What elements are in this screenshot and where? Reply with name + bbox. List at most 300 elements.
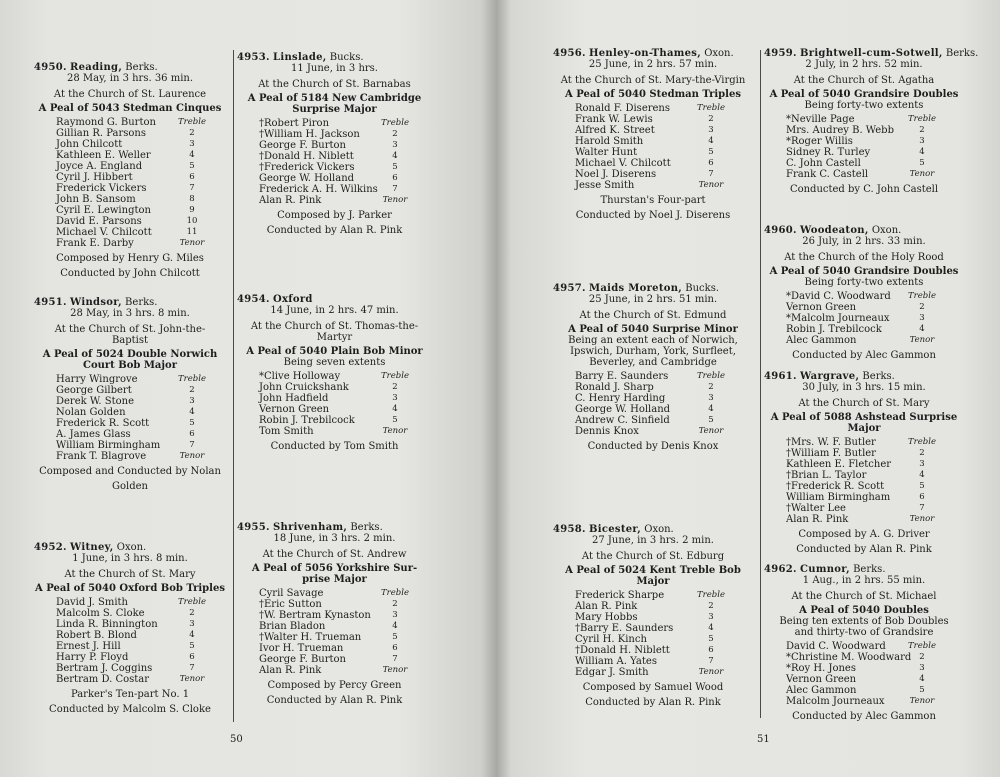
ringer-row bbox=[237, 415, 432, 426]
peal-title: A Peal of 5024 Kent Treble Bob bbox=[565, 565, 741, 576]
ringer-name: †Eric Sutton bbox=[259, 599, 322, 610]
bell-number: 2 bbox=[392, 129, 398, 139]
bell-number: 4 bbox=[189, 150, 195, 160]
peal-footer: Conducted by Alec Gammon bbox=[792, 711, 936, 722]
ringer-row bbox=[553, 114, 753, 125]
ringer-row bbox=[764, 335, 964, 346]
peal-number: 4958. bbox=[553, 524, 586, 535]
peal-church: At the Church of St. Mary bbox=[64, 569, 196, 580]
ringer-row bbox=[764, 114, 964, 125]
ringer-name: †William F. Butler bbox=[786, 448, 876, 459]
peal-number: 4962. bbox=[764, 564, 797, 575]
peal-record bbox=[237, 52, 432, 236]
peal-date: 1 Aug., in 2 hrs. 55 min. bbox=[802, 575, 926, 586]
bell-number: 5 bbox=[392, 632, 398, 642]
ringer-row bbox=[34, 172, 226, 183]
ringer-name: C. Henry Harding bbox=[575, 393, 666, 404]
bell-number: 7 bbox=[189, 440, 195, 450]
peal-date: 25 June, in 2 hrs. 57 min. bbox=[588, 59, 718, 70]
bell-number: 7 bbox=[392, 184, 398, 194]
bell-number: 3 bbox=[919, 313, 925, 323]
ringer-name: Alan R. Pink bbox=[259, 665, 322, 676]
bell-number: 2 bbox=[919, 125, 925, 135]
peal-footer: Composed by Samuel Wood bbox=[582, 682, 724, 693]
peal-date: 25 June, in 2 hrs. 51 min. bbox=[588, 294, 718, 305]
peal-footer: Conducted by C. John Castell bbox=[789, 184, 939, 195]
ringer-name: Derek W. Stone bbox=[56, 396, 135, 407]
bell-number: 5 bbox=[919, 481, 925, 491]
bell-number: 3 bbox=[919, 459, 925, 469]
peal-record bbox=[237, 294, 432, 452]
ringer-row bbox=[553, 158, 753, 169]
peal-footer: Conducted by Alan R. Pink bbox=[585, 697, 721, 708]
ringer-row bbox=[553, 634, 753, 645]
bell-number: Tenor bbox=[698, 180, 724, 190]
peal-title: A Peal of 5043 Stedman Cinques bbox=[38, 103, 222, 114]
ringer-name: Walter Hunt bbox=[575, 147, 638, 158]
peal-county: Oxon. bbox=[644, 524, 674, 535]
bell-number: 4 bbox=[189, 630, 195, 640]
ringer-name: William Birmingham bbox=[56, 440, 161, 451]
bell-number: 7 bbox=[189, 183, 195, 193]
bell-number: Tenor bbox=[909, 514, 935, 524]
bell-number: Treble bbox=[178, 374, 206, 384]
ringer-name: Jesse Smith bbox=[575, 180, 635, 191]
ringer-row bbox=[34, 418, 226, 429]
peal-date: 18 June, in 3 hrs. 2 min. bbox=[273, 533, 396, 544]
peal-church: At the Church of St. Andrew bbox=[262, 549, 407, 560]
peal-footer: Conducted by Alec Gammon bbox=[792, 350, 936, 361]
ringer-row bbox=[764, 448, 964, 459]
ringer-name: Ronald F. Diserens bbox=[575, 103, 671, 114]
peal-date: 14 June, in 2 hrs. 47 min. bbox=[270, 305, 399, 316]
peal-county: Oxon. bbox=[704, 48, 734, 59]
peal-place: Windsor, bbox=[70, 297, 122, 308]
ringer-name: Frederick Sharpe bbox=[575, 590, 665, 601]
ringer-row bbox=[237, 610, 432, 621]
peal-note: Being forty-two extents bbox=[804, 277, 924, 288]
peal-date: 1 June, in 3 hrs. 8 min. bbox=[72, 553, 188, 564]
ringer-name: William Birmingham bbox=[786, 492, 891, 503]
ringer-row bbox=[34, 128, 226, 139]
ringer-row bbox=[237, 162, 432, 173]
peal-heading bbox=[237, 294, 432, 305]
ringer-name: Frederick Vickers bbox=[56, 183, 147, 194]
bell-number: Treble bbox=[381, 118, 409, 128]
peal-footer: Conducted by Tom Smith bbox=[270, 441, 399, 452]
ringer-name: *Malcolm Journeaux bbox=[786, 313, 890, 324]
ringer-name: John Hadfield bbox=[259, 393, 329, 404]
peal-footer: Composed by Percy Green bbox=[267, 680, 402, 691]
bell-number: 6 bbox=[189, 172, 195, 182]
ringer-row bbox=[553, 180, 753, 191]
peal-county: Berks. bbox=[125, 297, 158, 308]
ringer-row bbox=[34, 652, 226, 663]
ringer-row bbox=[764, 652, 964, 663]
peal-footer: Conducted by John Chilcott bbox=[60, 268, 200, 279]
ringer-row bbox=[764, 291, 964, 302]
bell-number: 4 bbox=[708, 404, 714, 414]
ringer-name: Sidney R. Turley bbox=[786, 147, 871, 158]
bell-number: 3 bbox=[392, 610, 398, 620]
ringer-row bbox=[553, 371, 753, 382]
ringer-name: *Roger Willis bbox=[786, 136, 853, 147]
bell-number: 3 bbox=[708, 125, 714, 135]
ringer-name: Brian Bladon bbox=[259, 621, 326, 632]
peal-place: Brightwell-cum-Sotwell, bbox=[800, 48, 943, 59]
peal-note: Being an extent each of Norwich, bbox=[568, 335, 738, 346]
bell-number: 2 bbox=[708, 601, 714, 611]
peal-heading bbox=[764, 225, 964, 236]
ringer-row bbox=[553, 667, 753, 678]
peal-record bbox=[764, 225, 964, 361]
peal-date: 27 June, in 3 hrs. 2 min. bbox=[592, 535, 714, 546]
ringer-row bbox=[34, 608, 226, 619]
peal-title: A Peal of 5040 Doubles bbox=[799, 605, 929, 616]
bell-number: 3 bbox=[708, 393, 714, 403]
ringer-name: Harold Smith bbox=[575, 136, 644, 147]
bell-number: 4 bbox=[708, 136, 714, 146]
ringer-row bbox=[764, 437, 964, 448]
peal-church: At the Church of St. Thomas-the- bbox=[250, 321, 419, 332]
ringer-name: *Roy H. Jones bbox=[786, 663, 856, 674]
ringer-name: John B. Sansom bbox=[56, 194, 136, 205]
ringer-name: George Gilbert bbox=[56, 385, 132, 396]
bell-number: 2 bbox=[708, 382, 714, 392]
peal-county: Berks. bbox=[945, 48, 979, 59]
ringer-name: Linda R. Binnington bbox=[56, 619, 158, 630]
ringer-name: Malcolm S. Cloke bbox=[56, 608, 145, 619]
right-page bbox=[496, 0, 1000, 777]
ringer-row bbox=[764, 641, 964, 652]
peal-church: At the Church of St. Edburg bbox=[581, 551, 725, 562]
ringer-row bbox=[764, 470, 964, 481]
peal-record bbox=[237, 522, 432, 706]
ringer-row bbox=[34, 641, 226, 652]
peal-title: A Peal of 5040 Grandsire Doubles bbox=[769, 266, 959, 277]
ringer-row bbox=[553, 169, 753, 180]
peal-record bbox=[34, 62, 226, 279]
bell-number: Treble bbox=[178, 597, 206, 607]
peal-record bbox=[764, 564, 964, 722]
peal-heading bbox=[553, 48, 753, 59]
ringer-row bbox=[764, 147, 964, 158]
bell-number: Treble bbox=[908, 291, 936, 301]
ringer-name: Robin J. Trebilcock bbox=[786, 324, 882, 335]
peal-note: Ipswich, Durham, York, Surfleet, bbox=[570, 346, 736, 357]
bell-number: 4 bbox=[392, 621, 398, 631]
peal-title: A Peal of 5040 Stedman Triples bbox=[565, 89, 741, 100]
ringer-row bbox=[553, 103, 753, 114]
ringer-row bbox=[764, 696, 964, 707]
bell-number: Treble bbox=[381, 588, 409, 598]
peal-number: 4957. bbox=[553, 283, 586, 294]
left-page bbox=[0, 0, 496, 777]
peal-heading bbox=[34, 62, 226, 73]
peal-number: 4959. bbox=[764, 48, 797, 59]
peal-record bbox=[553, 48, 753, 221]
column-divider bbox=[233, 50, 234, 722]
peal-footer: Parker's Ten-part No. 1 bbox=[70, 689, 190, 700]
ringer-name: Alec Gammon bbox=[786, 335, 857, 346]
ringer-row bbox=[34, 597, 226, 608]
bell-number: Treble bbox=[697, 590, 725, 600]
ringer-name: Kathleen E. Weller bbox=[56, 150, 151, 161]
ringer-row bbox=[237, 404, 432, 415]
bell-number: Tenor bbox=[909, 696, 935, 706]
bell-number: 6 bbox=[189, 429, 195, 439]
ringer-row bbox=[237, 665, 432, 676]
peal-place: Linslade, bbox=[273, 52, 327, 63]
ringer-name: Ernest J. Hill bbox=[56, 641, 121, 652]
peal-place: Shrivenham, bbox=[273, 522, 348, 533]
ringer-name: *Clive Holloway bbox=[259, 371, 341, 382]
peal-place: Henley-on-Thames, bbox=[589, 48, 702, 59]
ringer-name: Bertram D. Costar bbox=[56, 674, 150, 685]
ringer-row bbox=[237, 426, 432, 437]
ringer-name: Vernon Green bbox=[259, 404, 330, 415]
ringer-row bbox=[34, 374, 226, 385]
peal-church: At the Church of St. Agatha bbox=[793, 75, 935, 86]
peal-title: A Peal of 5056 Yorkshire Sur- bbox=[251, 563, 418, 574]
ringer-row bbox=[764, 663, 964, 674]
ringer-row bbox=[553, 125, 753, 136]
ringer-name: †Walter H. Trueman bbox=[259, 632, 362, 643]
peal-heading bbox=[553, 524, 753, 535]
bell-number: Tenor bbox=[698, 426, 724, 436]
peal-church: At the Church of St. John-the- bbox=[54, 324, 206, 335]
ringer-name: Vernon Green bbox=[786, 674, 857, 685]
peal-date: 30 July, in 3 hrs. 15 min. bbox=[802, 382, 926, 393]
ringer-row bbox=[34, 183, 226, 194]
peal-title: A Peal of 5040 Plain Bob Minor bbox=[246, 346, 423, 357]
peal-note: Being seven extents bbox=[283, 357, 386, 368]
peal-title: A Peal of 5088 Ashstead Surprise bbox=[770, 412, 958, 423]
ringer-name: †W. Bertram Kynaston bbox=[259, 610, 371, 621]
ringer-row bbox=[553, 393, 753, 404]
ringer-row bbox=[34, 429, 226, 440]
ringer-name: †Donald H. Niblett bbox=[575, 645, 670, 656]
bell-number: Tenor bbox=[909, 335, 935, 345]
bell-number: 2 bbox=[919, 652, 925, 662]
ringer-row bbox=[764, 169, 964, 180]
ringer-name: †Barry E. Saunders bbox=[575, 623, 674, 634]
peal-number: 4960. bbox=[764, 225, 797, 236]
peal-heading bbox=[764, 371, 964, 382]
peal-footer: Conducted by Malcolm S. Cloke bbox=[49, 704, 211, 715]
ringer-row bbox=[764, 492, 964, 503]
bell-number: 10 bbox=[186, 216, 198, 226]
peal-title: Major bbox=[847, 423, 881, 434]
ringer-name: John Cruickshank bbox=[259, 382, 349, 393]
ringer-name: Edgar J. Smith bbox=[575, 667, 649, 678]
ringer-name: †Mrs. W. F. Butler bbox=[786, 437, 876, 448]
peal-county: Oxon. bbox=[116, 542, 147, 553]
ringer-row bbox=[764, 685, 964, 696]
ringer-row bbox=[764, 125, 964, 136]
ringer-row bbox=[553, 645, 753, 656]
bell-number: Tenor bbox=[698, 667, 724, 677]
ringer-row bbox=[237, 173, 432, 184]
peal-church: At the Church of St. Mary bbox=[798, 398, 930, 409]
ringer-row bbox=[764, 324, 964, 335]
ringer-row bbox=[237, 654, 432, 665]
ringer-row bbox=[34, 385, 226, 396]
peal-record bbox=[553, 524, 753, 708]
ringer-row bbox=[764, 674, 964, 685]
peal-footer: Composed by A. G. Driver bbox=[798, 529, 930, 540]
ringer-name: Dennis Knox bbox=[575, 426, 639, 437]
ringer-row bbox=[237, 632, 432, 643]
ringer-name: Frank E. Darby bbox=[56, 238, 134, 249]
bell-number: Treble bbox=[178, 117, 206, 127]
ringer-row bbox=[764, 503, 964, 514]
bell-number: 7 bbox=[189, 663, 195, 673]
ringer-name: Mrs. Audrey B. Webb bbox=[786, 125, 894, 136]
peal-footer: Conducted by Alan R. Pink bbox=[266, 695, 403, 706]
ringer-name: George W. Holland bbox=[259, 173, 355, 184]
bell-number: 2 bbox=[189, 385, 195, 395]
ringer-row bbox=[764, 459, 964, 470]
ringer-name: Alan R. Pink bbox=[259, 195, 322, 206]
peal-title: A Peal of 5024 Double Norwich bbox=[42, 349, 218, 360]
ringer-name: Mary Hobbs bbox=[575, 612, 638, 623]
ringer-row bbox=[34, 194, 226, 205]
peal-date: 11 June, in 3 hrs. bbox=[291, 63, 378, 74]
ringer-name: Frederick R. Scott bbox=[56, 418, 150, 429]
peal-footer: Conducted by Noel J. Diserens bbox=[575, 210, 731, 221]
ringer-name: Joyce A. England bbox=[56, 161, 143, 172]
bell-number: 2 bbox=[189, 608, 195, 618]
peal-church: At the Church of St. Laurence bbox=[53, 89, 207, 100]
ringer-name: David J. Smith bbox=[56, 597, 128, 608]
ringer-name: Ivor H. Trueman bbox=[259, 643, 344, 654]
peal-footer: Conducted by Alan R. Pink bbox=[796, 544, 932, 555]
ringer-name: †William H. Jackson bbox=[259, 129, 360, 140]
ringer-name: George F. Burton bbox=[259, 140, 346, 151]
ringer-name: Raymond G. Burton bbox=[56, 117, 156, 128]
ringer-row bbox=[34, 227, 226, 238]
ringer-row bbox=[764, 514, 964, 525]
peal-footer: Golden bbox=[112, 481, 148, 492]
ringer-name: Michael V. Chilcott bbox=[575, 158, 671, 169]
ringer-row bbox=[237, 151, 432, 162]
bell-number: 2 bbox=[919, 448, 925, 458]
peal-number: 4954. bbox=[237, 294, 270, 305]
bell-number: Tenor bbox=[382, 195, 408, 205]
ringer-row bbox=[34, 674, 226, 685]
peal-church: At the Church of St. Edmund bbox=[579, 310, 727, 321]
peal-county: Berks. bbox=[125, 62, 158, 73]
ringer-row bbox=[553, 382, 753, 393]
ringer-name: *Christine M. Woodward bbox=[786, 652, 912, 663]
peal-number: 4961. bbox=[764, 371, 797, 382]
peal-title: prise Major bbox=[302, 574, 367, 585]
peal-heading bbox=[764, 564, 964, 575]
ringer-row bbox=[237, 393, 432, 404]
ringer-name: Tom Smith bbox=[259, 426, 314, 437]
ringer-name: Robert B. Blond bbox=[56, 630, 137, 641]
ringer-name: Andrew C. Sinfield bbox=[575, 415, 670, 426]
bell-number: 2 bbox=[189, 128, 195, 138]
peal-title: A Peal of 5184 New Cambridge bbox=[247, 93, 422, 104]
peal-note: Beverley, and Cambridge bbox=[589, 357, 717, 368]
ringer-name: C. John Castell bbox=[786, 158, 861, 169]
ringer-name: George F. Burton bbox=[259, 654, 346, 665]
bell-number: 4 bbox=[392, 151, 398, 161]
ringer-name: Malcolm Journeaux bbox=[786, 696, 885, 707]
ringer-row bbox=[764, 313, 964, 324]
peal-place: Woodeaton, bbox=[800, 225, 869, 236]
ringer-name: Frederick A. H. Wilkins bbox=[259, 184, 378, 195]
peal-number: 4956. bbox=[553, 48, 586, 59]
peal-footer: Conducted by Denis Knox bbox=[587, 441, 719, 452]
ringer-row bbox=[553, 601, 753, 612]
ringer-row bbox=[764, 481, 964, 492]
ringer-name: John Chilcott bbox=[56, 139, 123, 150]
peal-county: Berks. bbox=[853, 564, 886, 575]
bell-number: Treble bbox=[908, 641, 936, 651]
ringer-row bbox=[553, 404, 753, 415]
bell-number: 5 bbox=[189, 418, 195, 428]
bell-number: 8 bbox=[189, 194, 195, 204]
peal-place: Oxford bbox=[273, 294, 313, 305]
ringer-name: Kathleen E. Fletcher bbox=[786, 459, 892, 470]
ringer-row bbox=[764, 158, 964, 169]
bell-number: 5 bbox=[392, 415, 398, 425]
bell-number: 4 bbox=[392, 404, 398, 414]
peal-church: At the Church of the Holy Rood bbox=[784, 252, 944, 263]
ringer-name: Alan R. Pink bbox=[575, 601, 638, 612]
ringer-row bbox=[553, 590, 753, 601]
ringer-row bbox=[34, 205, 226, 216]
ringer-row bbox=[34, 139, 226, 150]
ringer-row bbox=[34, 216, 226, 227]
peal-number: 4953. bbox=[237, 52, 270, 63]
peal-heading bbox=[764, 48, 979, 59]
ringer-name: Nolan Golden bbox=[56, 407, 126, 418]
peal-record bbox=[764, 48, 979, 195]
ringer-name: Harry P. Floyd bbox=[56, 652, 129, 663]
ringer-row bbox=[553, 656, 753, 667]
bell-number: Treble bbox=[381, 371, 409, 381]
ringer-name: †Frederick R. Scott bbox=[786, 481, 885, 492]
bell-number: 2 bbox=[919, 302, 925, 312]
peal-record bbox=[34, 297, 226, 492]
peal-place: Bicester, bbox=[589, 524, 642, 535]
ringer-name: Alan R. Pink bbox=[786, 514, 849, 525]
ringer-name: Cyril Savage bbox=[259, 588, 324, 599]
bell-number: 6 bbox=[919, 492, 925, 502]
peal-note: Being ten extents of Bob Doubles bbox=[779, 616, 949, 627]
peal-note: Being forty-two extents bbox=[804, 100, 924, 111]
bell-number: 7 bbox=[708, 169, 714, 179]
ringer-row bbox=[237, 621, 432, 632]
peal-date: 28 May, in 3 hrs. 8 min. bbox=[70, 308, 190, 319]
ringer-row bbox=[764, 302, 964, 313]
ringer-row bbox=[34, 451, 226, 462]
ringer-name: Barry E. Saunders bbox=[575, 371, 669, 382]
ringer-name: Robin J. Trebilcock bbox=[259, 415, 355, 426]
peal-place: Wargrave, bbox=[800, 371, 860, 382]
peal-record bbox=[553, 283, 753, 452]
ringer-name: Ronald J. Sharp bbox=[575, 382, 654, 393]
ringer-row bbox=[237, 140, 432, 151]
ringer-row bbox=[34, 663, 226, 674]
ringer-row bbox=[34, 238, 226, 249]
peal-title: Surprise Major bbox=[292, 104, 377, 115]
bell-number: 3 bbox=[189, 139, 195, 149]
